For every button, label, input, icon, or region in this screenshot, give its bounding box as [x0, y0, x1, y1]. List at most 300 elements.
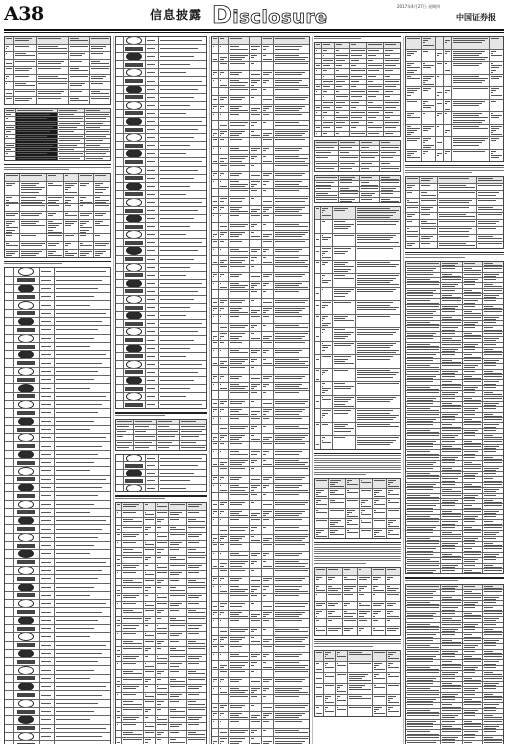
cell-text: [15, 85, 35, 86]
cell-text: [453, 53, 482, 54]
cell-text: [388, 700, 390, 701]
cell-text: [423, 63, 425, 64]
cell-text: [251, 82, 257, 83]
table-cell: [79, 182, 94, 196]
table-cell: [315, 662, 324, 672]
cell-text: [322, 237, 331, 238]
fund-company-logo: [124, 377, 146, 384]
table-row: [212, 54, 309, 62]
cell-text: [263, 504, 272, 505]
cell-text: [316, 208, 319, 209]
cell-text: [251, 690, 257, 691]
cell-text: [123, 658, 135, 659]
cell-text: [170, 587, 176, 588]
table-cell: [156, 586, 169, 593]
table-cell: [343, 627, 358, 635]
cell-text: [251, 468, 254, 469]
cell-text: [359, 616, 364, 617]
table-row: [315, 220, 400, 234]
cell-text: [59, 145, 77, 146]
company-wordmark-icon: [125, 95, 143, 99]
table-cell: [229, 484, 250, 491]
table-cell: [315, 489, 329, 498]
table-cell: [47, 212, 64, 219]
cell-text: [381, 182, 399, 183]
cell-text: [41, 537, 51, 538]
table-cell: [90, 52, 110, 59]
column-divider: [403, 36, 404, 744]
table-cell: [159, 231, 206, 238]
table-cell: [219, 273, 229, 280]
cell-text: [344, 569, 350, 570]
cell-text: [316, 707, 319, 708]
cell-text: [230, 260, 245, 261]
cell-text: [91, 63, 109, 64]
table-cell: [360, 519, 374, 528]
table-cell: [336, 695, 348, 705]
cell-text: [220, 161, 224, 162]
cell-text: [251, 616, 257, 617]
cell-text: [361, 480, 363, 481]
table-cell: [5, 52, 14, 59]
table-cell: [55, 700, 110, 707]
table-cell: [335, 111, 350, 115]
cell-text: [220, 232, 227, 233]
table-cell: [5, 60, 14, 67]
cell-text: [385, 127, 396, 128]
cell-text: [160, 388, 190, 389]
table-cell: [380, 192, 400, 196]
fund-company-logo: [124, 385, 146, 392]
cell-text: [41, 288, 51, 289]
cell-text: [230, 606, 242, 607]
table-row: [315, 198, 400, 202]
table-cell: [373, 706, 387, 716]
table-cell: [79, 234, 94, 241]
table-cell: [5, 351, 14, 358]
table-cell: [380, 198, 400, 202]
table-cell: [274, 130, 309, 137]
cell-text: [387, 628, 399, 629]
cell-text: [251, 519, 260, 520]
table-cell: [360, 181, 381, 185]
cell-text: [170, 542, 182, 543]
table-row: [5, 592, 110, 600]
table-cell: [116, 377, 124, 384]
table-cell: [79, 220, 94, 234]
table-cell: [250, 240, 262, 247]
cell-text: [275, 743, 302, 744]
table-cell: [79, 242, 94, 249]
cell-text: [56, 454, 98, 455]
table-cell: [358, 585, 372, 593]
cell-text: [188, 641, 196, 642]
cell-text: [491, 38, 499, 39]
table-cell: [321, 355, 333, 368]
cell-text: [80, 221, 89, 222]
fund-company-logo: [14, 675, 39, 682]
cell-text: [357, 372, 399, 373]
cell-text: [15, 98, 32, 99]
table-row: [116, 716, 206, 724]
cell-text: [275, 359, 299, 360]
table-cell: [315, 479, 329, 488]
cell-text: [251, 696, 257, 697]
fund-company-logo: [14, 658, 39, 665]
cell-text: [361, 185, 379, 186]
table-cell: [229, 594, 250, 601]
cell-text: [275, 232, 308, 233]
fund-company-logo: [124, 393, 146, 400]
cell-text: [251, 285, 257, 286]
table-row: [212, 391, 309, 399]
table-row: [116, 401, 206, 408]
cell-text: [275, 428, 308, 429]
cell-text: [316, 195, 337, 196]
table-row: [5, 708, 110, 716]
cell-text: [275, 511, 305, 512]
table-cell: [315, 121, 322, 125]
cell-text: [188, 694, 199, 695]
cell-text: [337, 696, 340, 697]
table-cell: [134, 425, 157, 429]
cell-text: [188, 595, 202, 596]
cell-text: [123, 595, 138, 596]
cell-text: [491, 55, 502, 56]
fund-company-logo: [124, 215, 146, 222]
cell-text: [220, 363, 224, 364]
table-cell: [315, 529, 329, 538]
table-cell: [274, 560, 309, 567]
cell-text: [213, 679, 217, 680]
table-row: [116, 533, 206, 541]
cell-text: [41, 703, 51, 704]
table-cell: [219, 307, 229, 314]
cell-text: [157, 658, 167, 659]
table-cell: [169, 655, 187, 662]
cell-text: [220, 536, 227, 537]
table-cell: [262, 653, 274, 660]
cell-text: [41, 653, 51, 654]
table-cell: [219, 645, 229, 652]
table-cell: [169, 678, 187, 685]
cell-text: [275, 158, 308, 159]
fund-company-logo: [14, 584, 39, 591]
cell-text: [230, 336, 242, 337]
table-row: [116, 655, 206, 663]
table-cell: [58, 139, 85, 142]
cell-text: [230, 139, 242, 140]
table-cell: [262, 628, 274, 635]
cell-text: [357, 426, 399, 427]
table-row: [212, 155, 309, 163]
cell-text: [263, 555, 266, 556]
cell-text: [263, 82, 266, 83]
cell-text: [170, 580, 179, 581]
cell-text: [334, 271, 347, 272]
cell-text: [220, 665, 227, 666]
cell-text: [65, 221, 77, 222]
table-cell: [274, 704, 309, 711]
fund-company-logo: [124, 288, 146, 295]
table-row: [212, 417, 309, 425]
cell-text: [220, 403, 224, 404]
cell-text: [322, 347, 328, 348]
table-cell: [329, 519, 346, 528]
table-cell: [55, 318, 110, 325]
cell-text: [230, 350, 239, 351]
cell-text: [374, 667, 376, 668]
table-cell: [356, 288, 400, 301]
cell-text: [213, 207, 217, 208]
cell-text: [263, 283, 269, 284]
cell-text: [145, 694, 146, 695]
table-row: [212, 560, 309, 568]
table-cell: [47, 182, 64, 196]
cell-text: [275, 156, 299, 157]
cell-text: [6, 38, 12, 39]
table-row: [5, 418, 110, 426]
cell-text: [123, 618, 141, 619]
table-cell: [122, 503, 143, 510]
table-cell: [250, 299, 262, 306]
table-cell: [274, 611, 309, 618]
cell-text: [316, 424, 319, 425]
table-cell: [384, 64, 400, 68]
cell-text: [373, 613, 378, 614]
cell-text: [316, 630, 325, 631]
table-cell: [250, 383, 262, 390]
cell-text: [316, 579, 319, 580]
cell-text: [275, 561, 299, 562]
table-row: [212, 585, 309, 593]
table-cell: [274, 391, 309, 398]
table-cell: [335, 43, 350, 47]
table-cell: [229, 526, 250, 533]
table-row: [212, 105, 309, 113]
cell-text: [147, 473, 155, 474]
text-line: [314, 38, 361, 39]
table-cell: [5, 600, 14, 607]
cell-text: [316, 652, 322, 653]
cell-text: [316, 490, 324, 491]
cell-text: [188, 648, 205, 649]
cell-text: [349, 685, 365, 686]
table-cell: [262, 315, 274, 322]
company-seal-icon: [18, 617, 34, 624]
cell-text: [230, 717, 248, 718]
body-paragraph: [314, 453, 401, 475]
table-cell: [229, 459, 250, 466]
cell-text: [347, 484, 358, 485]
table-cell: [229, 37, 250, 44]
table-cell: [90, 37, 110, 44]
table-row: [315, 274, 400, 288]
table-row: [116, 624, 206, 632]
table-row: [406, 62, 503, 75]
cell-text: [275, 266, 308, 267]
cell-text: [41, 346, 51, 347]
cell-text: [188, 704, 205, 705]
table-cell: [219, 459, 229, 466]
cell-text: [388, 707, 393, 708]
cell-text: [357, 237, 393, 238]
table-row: [5, 691, 110, 699]
table-cell: [335, 80, 350, 84]
cell-text: [330, 524, 335, 525]
table-cell: [274, 628, 309, 635]
table-cell: [356, 274, 400, 287]
cell-text: [347, 490, 349, 491]
cell-text: [251, 108, 260, 109]
cell-text: [21, 221, 39, 222]
cell-text: [157, 572, 167, 573]
table-row: [315, 684, 400, 695]
table-cell: [322, 90, 334, 94]
table-cell: [250, 678, 262, 685]
cell-text: [145, 648, 152, 649]
table-cell: [146, 247, 159, 254]
table-row: [5, 242, 110, 250]
cell-text: [322, 388, 331, 389]
table-cell: [339, 187, 360, 191]
table-cell: [55, 301, 110, 308]
table-cell: [322, 106, 334, 110]
cell-text: [147, 81, 155, 82]
cell-text: [263, 544, 272, 545]
table-cell: [159, 470, 206, 477]
table-row: [5, 318, 110, 326]
cell-text: [322, 318, 325, 319]
cell-text: [263, 580, 269, 581]
cell-text: [275, 215, 302, 216]
table-cell: [356, 247, 400, 260]
text-line: [314, 646, 373, 647]
cell-text: [6, 136, 8, 137]
table-cell: [58, 122, 85, 125]
cell-text: [322, 329, 325, 330]
table-cell: [321, 396, 333, 409]
table-cell: [159, 134, 206, 141]
cell-text: [86, 140, 104, 141]
table-cell: [64, 196, 79, 203]
table-row: [116, 207, 206, 215]
table-cell: [250, 594, 262, 601]
cell-text: [230, 570, 245, 571]
table-cell: [274, 493, 309, 500]
table-cell: [219, 704, 229, 711]
table-cell: [336, 662, 348, 672]
table-cell: [5, 733, 14, 740]
table-cell: [360, 192, 381, 196]
cell-text: [275, 131, 308, 132]
table-row: [406, 50, 503, 63]
table-cell: [262, 130, 274, 137]
table-cell: [116, 142, 124, 149]
table-row: [212, 518, 309, 526]
cell-text: [344, 588, 353, 589]
table-cell: [274, 307, 309, 314]
table-cell: [262, 569, 274, 576]
table-cell: [55, 666, 110, 673]
cell-text: [357, 401, 390, 402]
cell-text: [230, 181, 239, 182]
table-row: [315, 610, 400, 619]
table-cell: [5, 484, 14, 491]
text-line: [314, 542, 401, 543]
table-cell: [122, 594, 143, 601]
fund-list-table: [115, 36, 207, 409]
table-row: [212, 189, 309, 197]
cell-text: [21, 192, 39, 193]
cell-text: [275, 150, 299, 151]
table-row: [5, 384, 110, 392]
cell-text: [251, 411, 260, 412]
cell-text: [41, 695, 51, 696]
fund-company-logo: [14, 384, 39, 391]
cell-text: [275, 468, 308, 469]
cell-text: [263, 513, 269, 514]
cell-text: [336, 70, 339, 71]
cell-text: [220, 367, 227, 368]
table-cell: [406, 50, 422, 62]
table-cell: [64, 250, 79, 257]
table-cell: [262, 375, 274, 382]
cell-text: [230, 55, 248, 56]
cell-text: [220, 338, 221, 339]
table-cell: [229, 231, 250, 238]
table-cell: [116, 272, 124, 279]
table-cell: [146, 328, 159, 335]
cell-text: [160, 356, 186, 357]
cell-text: [230, 527, 248, 528]
cell-text: [17, 123, 56, 124]
table-cell: [274, 594, 309, 601]
cell-text: [220, 234, 224, 235]
table-cell: [274, 518, 309, 525]
table-row: [315, 409, 400, 423]
cell-text: [351, 60, 359, 61]
fund-company-logo: [124, 470, 146, 477]
cell-text: [123, 724, 135, 725]
cell-text: [275, 443, 305, 444]
table-cell: [187, 564, 206, 571]
cell-text: [437, 53, 442, 54]
table-cell: [339, 192, 360, 196]
table-cell: [94, 220, 110, 234]
fund-company-logo: [124, 239, 146, 246]
cell-text: [170, 650, 185, 651]
table-cell: [274, 417, 309, 424]
table-cell: [262, 366, 274, 373]
cell-text: [213, 106, 217, 107]
cell-text: [147, 242, 155, 243]
cell-text: [188, 663, 199, 664]
table-cell: [262, 594, 274, 601]
table-cell: [262, 467, 274, 474]
company-seal-icon: [18, 716, 34, 723]
cell-text: [263, 713, 272, 714]
cell-text: [230, 418, 239, 419]
table-cell: [187, 526, 206, 533]
table-cell: [315, 146, 339, 150]
cell-text: [230, 285, 248, 286]
table-cell: [373, 673, 387, 683]
cell-text: [56, 636, 90, 637]
table-row: [5, 401, 110, 409]
cell-text: [275, 376, 305, 377]
cell-text: [351, 81, 359, 82]
